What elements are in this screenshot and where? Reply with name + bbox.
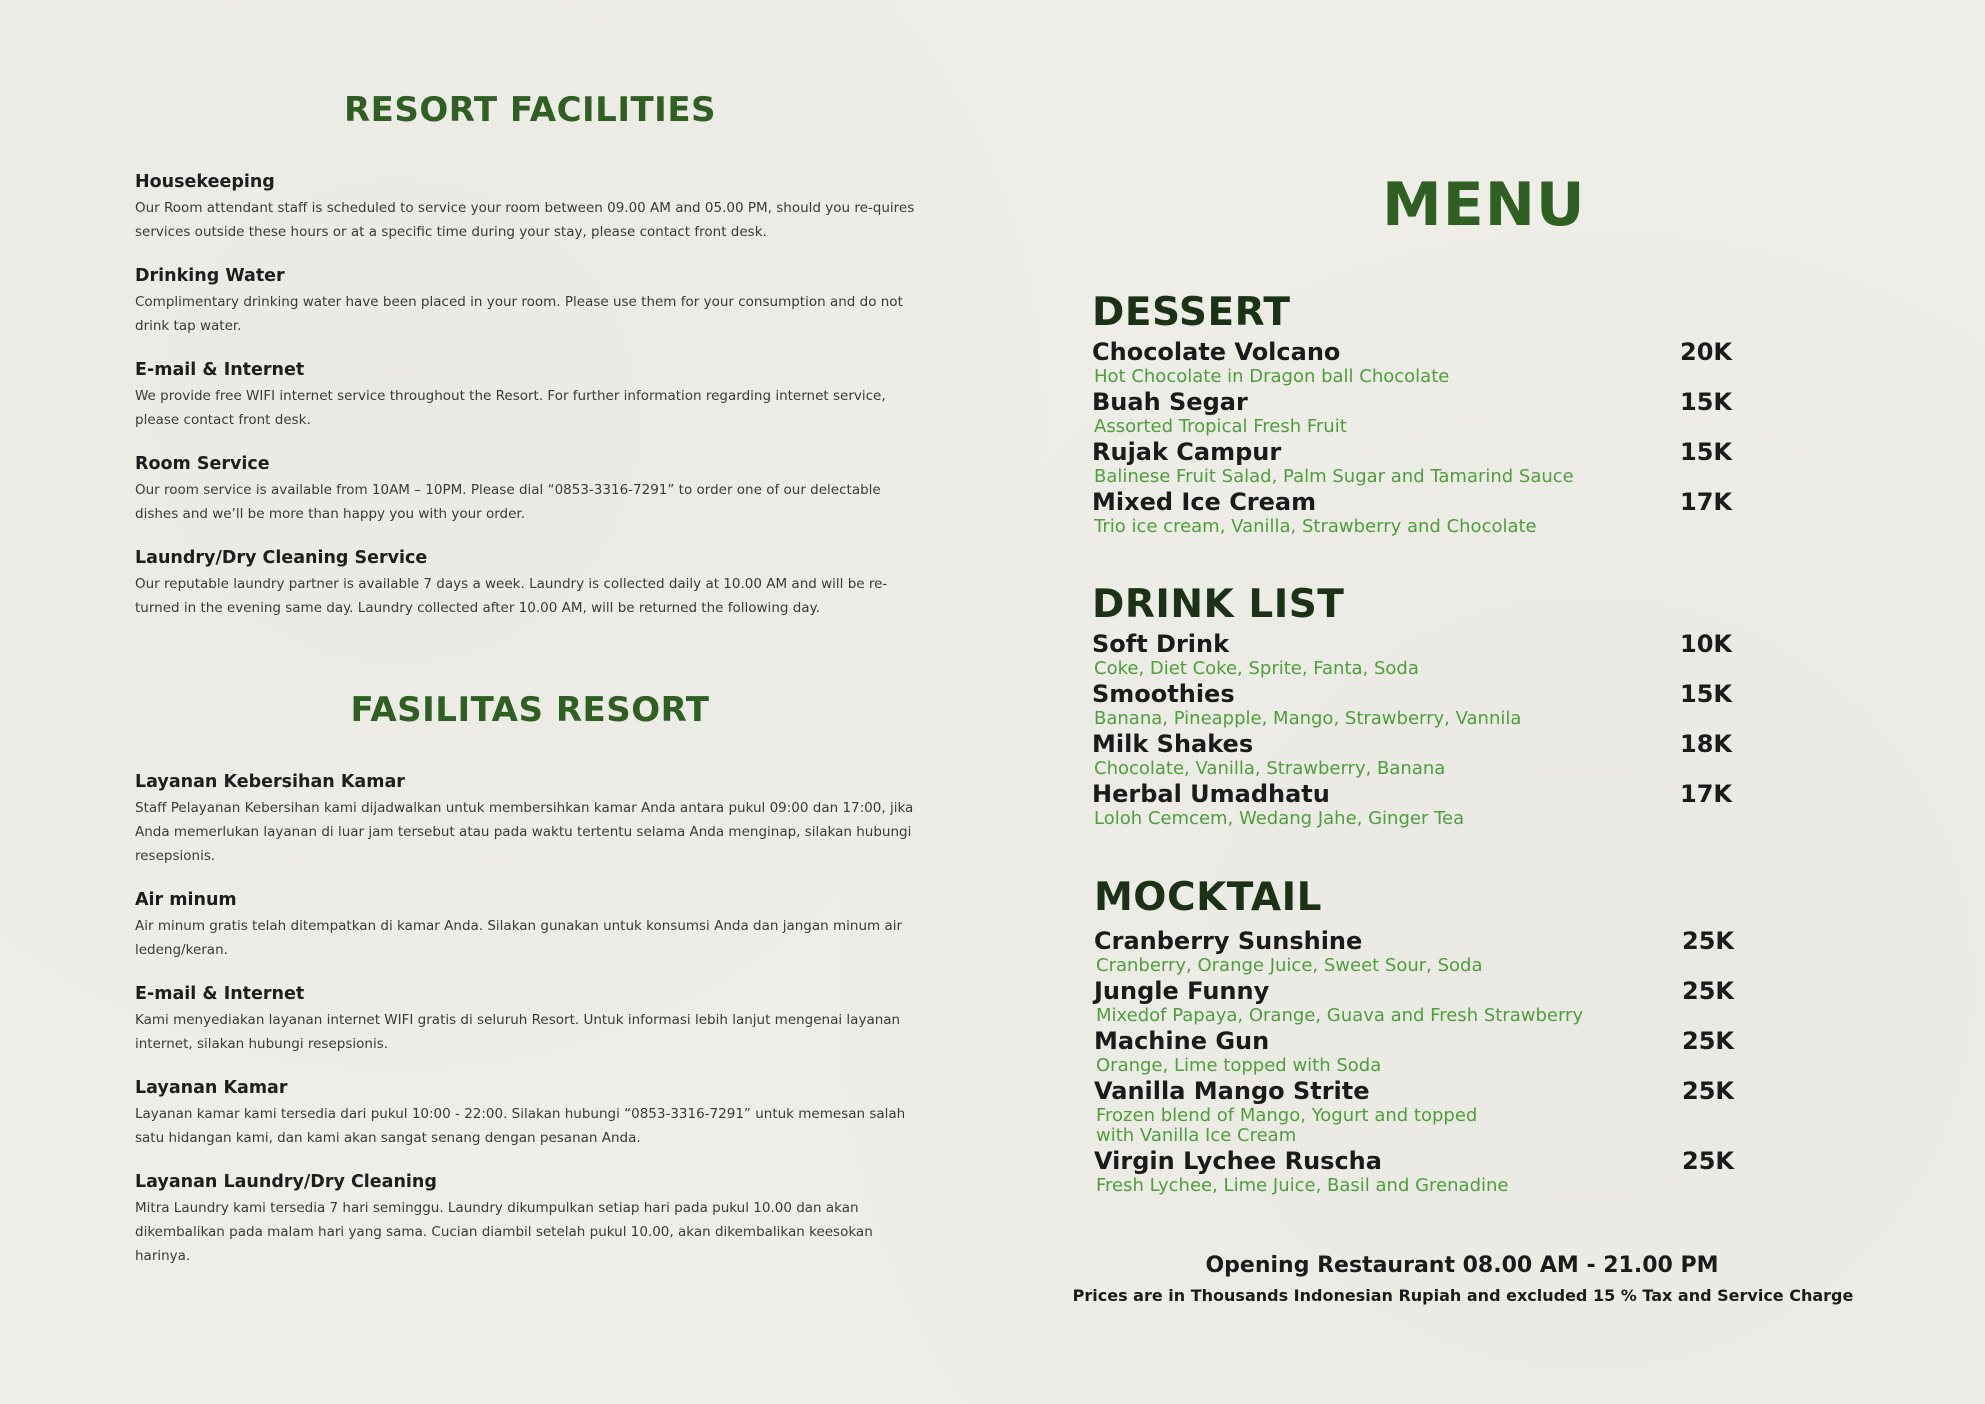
facility-body: Air minum gratis telah ditempatkan di kamar Anda. Silakan gunakan untuk konsumsi Anda dan jangan minum air ledeng/keran. [135,918,903,958]
facility-body: Layanan kamar kami tersedia dari pukul 10:00 - 22:00. Silakan hubungi “0853-3316-7291” untuk memesan salah satu hidangan kami, dan kami akan sangat senang dengan pesanan Anda. [135,1106,906,1146]
facility-housekeeping [135,172,925,244]
item-desc: Trio ice cream, Vanilla, Strawberry and Chocolate [1094,516,1537,537]
item-price: 17K [1680,780,1732,808]
item-name: Chocolate Volcano [1092,338,1341,366]
menu-item [1092,487,1732,537]
item-desc: Mixedof Papaya, Orange, Guava and Fresh Strawberry [1096,1005,1584,1026]
item-desc: Cranberry, Orange Juice, Sweet Sour, Soda [1096,955,1483,976]
menu-item [1094,1076,1734,1146]
item-desc: Assorted Tropical Fresh Fruit [1094,416,1347,437]
facility-heading: Drinking Water [135,266,285,286]
category-drink-list [1092,582,1732,829]
item-desc: Frozen blend of Mango, Yogurt and topped [1096,1105,1478,1126]
facilities-id-list [135,772,925,1268]
menu-item [1094,926,1734,976]
item-desc: Balinese Fruit Salad, Palm Sugar and Tamarind Sauce [1094,466,1574,487]
item-price: 15K [1680,680,1732,708]
item-desc-line2: with Vanilla Ice Cream [1096,1125,1297,1146]
item-price: 15K [1680,388,1732,416]
fasilitas-laundry [135,1172,925,1268]
item-name: Smoothies [1092,680,1235,708]
item-price: 25K [1682,1147,1734,1175]
resort-facilities-title: RESORT FACILITIES [343,90,717,130]
item-name: Soft Drink [1092,630,1230,658]
facility-heading: Layanan Kamar [135,1078,288,1098]
facility-heading: E-mail & Internet [135,984,305,1004]
item-price: 25K [1682,1027,1734,1055]
menu-item [1094,1026,1734,1076]
item-name: Buah Segar [1092,388,1248,416]
fasilitas-air-minum [135,890,925,962]
category-dessert [1092,290,1732,537]
facility-room-service [135,454,925,526]
category-title: DESSERT [1092,290,1291,335]
item-price: 17K [1680,488,1732,516]
item-desc: Chocolate, Vanilla, Strawberry, Banana [1094,758,1446,779]
item-desc: Orange, Lime topped with Soda [1096,1055,1382,1076]
category-mocktail [1094,875,1734,1196]
item-name: Rujak Campur [1092,438,1282,466]
item-name: Jungle Funny [1094,977,1270,1005]
item-name: Herbal Umadhatu [1092,780,1330,808]
facility-heading: Air minum [135,890,237,910]
facility-body: Staff Pelayanan Kebersihan kami dijadwalkan untuk membersihkan kamar Anda antara pukul 09:00 dan 17:00, jika Anda memerlukan layanan di luar jam tersebut atau pada waktu tertentu selama Anda menginap, silakan hubungi resepsionis. [135,800,914,864]
item-price: 10K [1680,630,1732,658]
item-name: Machine Gun [1094,1027,1270,1055]
menu-item [1092,629,1732,679]
menu-item [1092,437,1732,487]
menu-item [1094,976,1734,1026]
facility-body: Our Room attendant staff is scheduled to service your room between 09.00 AM and 05.00 PM, should you re-quires services outside these hours or at a specific time during your stay, please contact front desk. [135,200,915,240]
facility-heading: Layanan Kebersihan Kamar [135,772,405,792]
facility-email-internet [135,360,925,432]
facility-body: Complimentary drinking water have been placed in your room. Please use them for your consumption and do not drink tap water. [135,294,903,334]
menu-item [1092,779,1732,829]
item-desc: Banana, Pineapple, Mango, Strawberry, Vannila [1094,708,1522,729]
facility-heading: Laundry/Dry Cleaning Service [135,548,428,568]
menu-item [1092,387,1732,437]
menu-item [1092,679,1732,729]
item-desc: Hot Chocolate in Dragon ball Chocolate [1094,366,1450,387]
category-title: MOCKTAIL [1094,875,1322,920]
price-note: Prices are in Thousands Indonesian Rupiah and excluded 15 % Tax and Service Charge [1072,1286,1854,1305]
item-price: 25K [1682,927,1734,955]
item-price: 15K [1680,438,1732,466]
item-desc: Loloh Cemcem, Wedang Jahe, Ginger Tea [1094,808,1465,829]
item-price: 25K [1682,977,1734,1005]
fasilitas-layanan-kamar [135,1078,925,1150]
menu-item [1092,337,1732,387]
item-name: Vanilla Mango Strite [1094,1077,1370,1105]
item-name: Mixed Ice Cream [1092,488,1317,516]
facility-heading: Layanan Laundry/Dry Cleaning [135,1172,437,1192]
facility-heading: Housekeeping [135,172,275,192]
item-name: Cranberry Sunshine [1094,927,1363,955]
menu-item [1092,729,1732,779]
item-price: 20K [1680,338,1732,366]
facility-body: Our reputable laundry partner is available 7 days a week. Laundry is collected daily at 10.00 AM and will be re-turned in the evening same day. Laundry collected after 10.00 AM, will be returned the following day. [135,576,888,616]
item-price: 25K [1682,1077,1734,1105]
facilities-column [135,90,925,1290]
item-name: Milk Shakes [1092,730,1254,758]
facilities-en-list [135,172,925,620]
item-name: Virgin Lychee Ruscha [1094,1147,1382,1175]
facility-body: Mitra Laundry kami tersedia 7 hari seminggu. Laundry dikumpulkan setiap hari pada pukul 10.00 dan akan dikembalikan pada malam hari yang sama. Cucian diambil setelah pukul 10.00, akan dikembalikan keesokan harinya. [135,1200,873,1264]
facility-heading: E-mail & Internet [135,360,305,380]
facility-laundry [135,548,925,620]
opening-hours: Opening Restaurant 08.00 AM - 21.00 PM [1205,1253,1719,1278]
item-desc: Fresh Lychee, Lime Juice, Basil and Grenadine [1096,1175,1509,1196]
category-title: DRINK LIST [1092,582,1345,627]
fasilitas-resort-title: FASILITAS RESORT [350,690,710,730]
facility-body: Kami menyediakan layanan internet WIFI gratis di seluruh Resort. Untuk informasi lebih lanjut mengenai layanan internet, silakan hubungi resepsionis. [135,1012,901,1052]
fasilitas-email-internet [135,984,925,1056]
facility-body: We provide free WIFI internet service throughout the Resort. For further information regarding internet service, please contact front desk. [135,388,886,428]
item-desc: Coke, Diet Coke, Sprite, Fanta, Soda [1094,658,1419,679]
fasilitas-kebersihan [135,772,925,868]
facility-drinking-water [135,266,925,338]
menu-item [1094,1146,1734,1196]
facility-heading: Room Service [135,454,270,474]
item-price: 18K [1680,730,1732,758]
menu-title: MENU [1382,170,1586,240]
facility-body: Our room service is available from 10AM – 10PM. Please dial “0853-3316-7291” to order one of our delectable dishes and we’ll be more than happy you with your order. [135,482,881,522]
